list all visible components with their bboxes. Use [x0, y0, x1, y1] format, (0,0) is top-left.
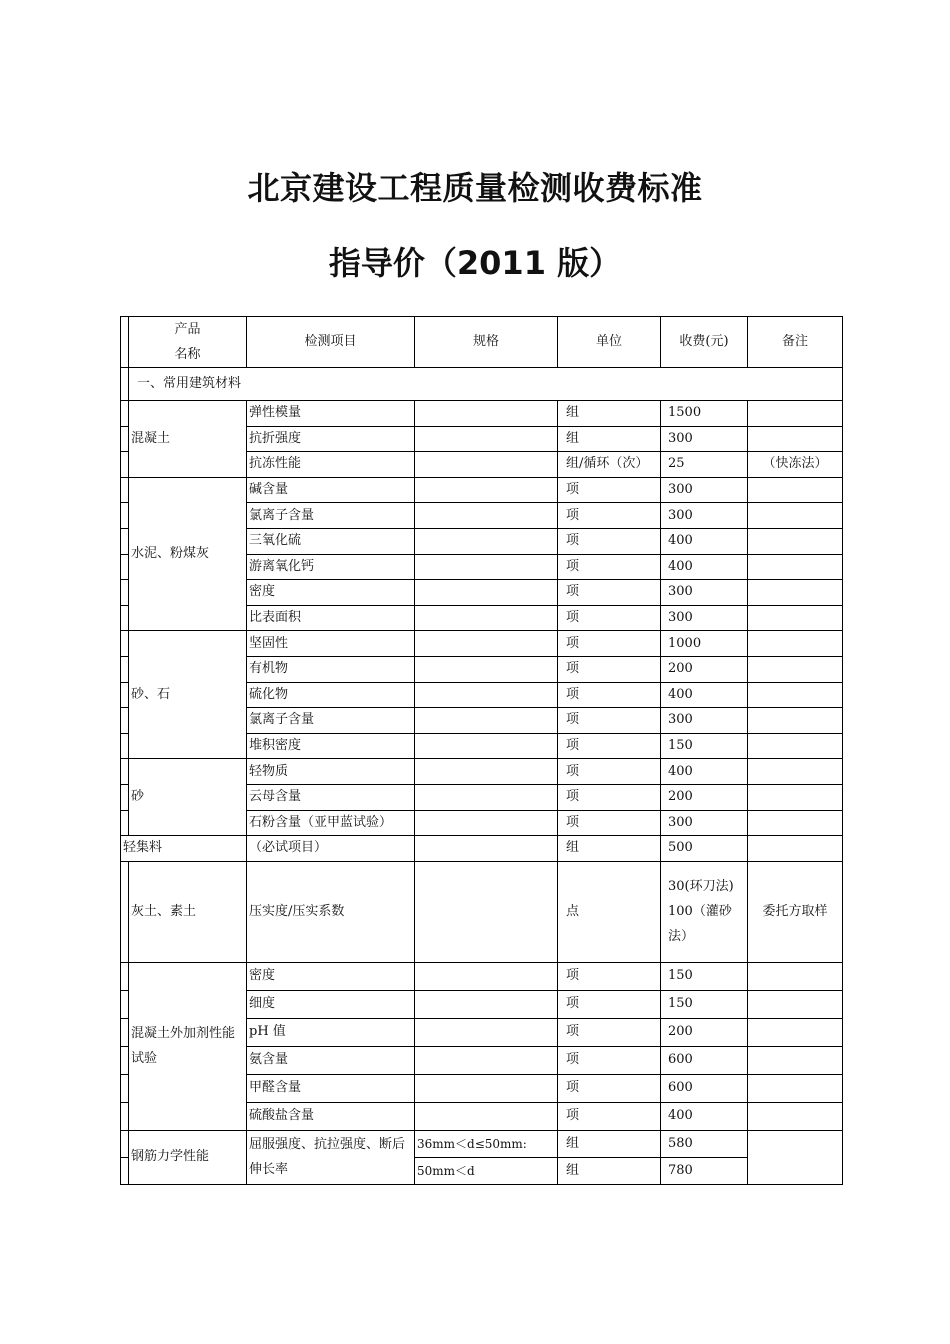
cell-spec — [415, 733, 558, 759]
cell-unit: 项 — [558, 784, 661, 810]
table-edge-strip — [121, 810, 129, 836]
table-row — [121, 401, 843, 427]
cell-note: （快冻法） — [748, 452, 843, 478]
cell-spec — [415, 990, 558, 1018]
col-header-fee: 收费(元) — [661, 317, 748, 368]
cell-item: 碱含量 — [247, 477, 415, 503]
cell-product: 混凝土外加剂性能试验 — [129, 962, 247, 1130]
cell-unit: 组 — [558, 1130, 661, 1157]
table-edge-strip — [121, 1046, 129, 1074]
table-edge-strip — [121, 682, 129, 708]
col-header-product — [129, 317, 247, 368]
cell-item: 氨含量 — [247, 1046, 415, 1074]
cell-spec — [415, 426, 558, 452]
table-edge-strip — [121, 452, 129, 478]
table-edge-strip — [121, 861, 129, 962]
cell-unit: 项 — [558, 1046, 661, 1074]
cell-spec — [415, 401, 558, 427]
cell-fee: 600 — [661, 1046, 748, 1074]
cell-product: 钢筋力学性能 — [129, 1130, 247, 1184]
table-edge-strip — [121, 1157, 129, 1184]
table-edge-strip — [121, 1074, 129, 1102]
table-edge-strip — [121, 656, 129, 682]
cell-fee: 400 — [661, 554, 748, 580]
cell-unit: 项 — [558, 656, 661, 682]
fee-method-sand: 100（灌砂法） — [668, 904, 732, 945]
cell-spec — [415, 605, 558, 631]
cell-fee: 600 — [661, 1074, 748, 1102]
cell-fee: 150 — [661, 733, 748, 759]
table-edge-strip — [121, 554, 129, 580]
cell-note — [748, 1130, 843, 1184]
cell-fee: 200 — [661, 656, 748, 682]
cell-item: 三氧化硫 — [247, 528, 415, 554]
table-edge-strip — [121, 368, 129, 401]
cell-spec — [415, 528, 558, 554]
cell-product: 砂、石 — [129, 631, 247, 759]
cell-product: 轻集料 — [121, 836, 247, 862]
cell-fee: 300 — [661, 426, 748, 452]
cell-note — [748, 401, 843, 427]
cell-spec — [415, 503, 558, 529]
cell-unit: 组 — [558, 426, 661, 452]
cell-spec — [415, 708, 558, 734]
cell-item: 甲醛含量 — [247, 1074, 415, 1102]
cell-unit: 项 — [558, 554, 661, 580]
table-edge-strip — [121, 580, 129, 606]
table-edge-strip — [121, 990, 129, 1018]
cell-fee: 500 — [661, 836, 748, 862]
table-header-row — [121, 317, 843, 368]
cell-unit: 项 — [558, 708, 661, 734]
cell-note — [748, 528, 843, 554]
cell-unit: 项 — [558, 1102, 661, 1130]
col-header-unit: 单位 — [558, 317, 661, 368]
cell-unit: 项 — [558, 759, 661, 785]
cell-unit: 项 — [558, 631, 661, 657]
cell-item: 密度 — [247, 962, 415, 990]
table-edge-strip — [121, 1102, 129, 1130]
cell-item: 有机物 — [247, 656, 415, 682]
cell-fee: 400 — [661, 528, 748, 554]
cell-fee: 300 — [661, 708, 748, 734]
col-header-note: 备注 — [748, 317, 843, 368]
cell-item: 抗冻性能 — [247, 452, 415, 478]
table-edge-strip — [121, 1130, 129, 1157]
cell-item: （必试项目） — [247, 836, 415, 862]
cell-note — [748, 477, 843, 503]
cell-fee: 300 — [661, 580, 748, 606]
table-edge-strip — [121, 317, 129, 368]
cell-spec — [415, 682, 558, 708]
cell-spec — [415, 836, 558, 862]
cell-note — [748, 836, 843, 862]
cell-note — [748, 426, 843, 452]
cell-spec — [415, 452, 558, 478]
cell-fee: 1500 — [661, 401, 748, 427]
cell-note — [748, 990, 843, 1018]
cell-item: 氯离子含量 — [247, 708, 415, 734]
table-row — [121, 962, 843, 990]
cell-fee: 300 — [661, 605, 748, 631]
cell-product: 灰土、素土 — [129, 861, 247, 962]
cell-item: 硫酸盐含量 — [247, 1102, 415, 1130]
cell-item: 坚固性 — [247, 631, 415, 657]
table-edge-strip — [121, 784, 129, 810]
cell-fee: 25 — [661, 452, 748, 478]
document-title: 北京建设工程质量检测收费标准 — [247, 169, 703, 207]
cell-unit: 项 — [558, 580, 661, 606]
section-row — [121, 368, 843, 401]
cell-spec — [415, 962, 558, 990]
cell-spec — [415, 861, 558, 962]
cell-note — [748, 962, 843, 990]
cell-spec — [415, 1102, 558, 1130]
col-header-product-line1: 产品 — [174, 322, 201, 337]
table-row — [121, 861, 843, 962]
cell-spec — [415, 1046, 558, 1074]
cell-note — [748, 1046, 843, 1074]
cell-item: 石粉含量（亚甲蓝试验） — [247, 810, 415, 836]
cell-note — [748, 503, 843, 529]
table-row — [121, 477, 843, 503]
cell-item: 硫化物 — [247, 682, 415, 708]
col-header-product-line2: 名称 — [174, 347, 201, 362]
cell-note — [748, 554, 843, 580]
cell-item: pH 值 — [247, 1018, 415, 1046]
cell-spec — [415, 784, 558, 810]
section-title: 一、常用建筑材料 — [129, 368, 843, 401]
cell-spec — [415, 477, 558, 503]
cell-spec — [415, 1018, 558, 1046]
table-edge-strip — [121, 708, 129, 734]
cell-item: 细度 — [247, 990, 415, 1018]
col-header-item: 检测项目 — [247, 317, 415, 368]
cell-unit: 项 — [558, 605, 661, 631]
table-edge-strip — [121, 1018, 129, 1046]
cell-note — [748, 605, 843, 631]
cell-note — [748, 580, 843, 606]
cell-unit: 项 — [558, 990, 661, 1018]
cell-note — [748, 682, 843, 708]
cell-item: 轻物质 — [247, 759, 415, 785]
cell-note — [748, 1018, 843, 1046]
cell-item: 堆积密度 — [247, 733, 415, 759]
table-edge-strip — [121, 605, 129, 631]
cell-fee: 580 — [661, 1130, 748, 1157]
col-header-spec: 规格 — [415, 317, 558, 368]
cell-unit: 项 — [558, 810, 661, 836]
table-edge-strip — [121, 477, 129, 503]
cell-fee: 300 — [661, 810, 748, 836]
table-row — [121, 631, 843, 657]
cell-spec — [415, 631, 558, 657]
cell-unit: 项 — [558, 503, 661, 529]
cell-spec: 50mm＜d — [415, 1157, 558, 1184]
cell-item: 抗折强度 — [247, 426, 415, 452]
cell-note — [748, 1102, 843, 1130]
cell-note — [748, 784, 843, 810]
table-edge-strip — [121, 631, 129, 657]
cell-unit: 项 — [558, 1018, 661, 1046]
cell-fee: 400 — [661, 1102, 748, 1130]
cell-fee: 300 — [661, 503, 748, 529]
cell-unit: 组/循环（次） — [558, 452, 661, 478]
cell-unit: 项 — [558, 682, 661, 708]
table-edge-strip — [121, 733, 129, 759]
cell-unit: 组 — [558, 1157, 661, 1184]
cell-note — [748, 759, 843, 785]
cell-fee: 400 — [661, 682, 748, 708]
cell-item: 压实度/压实系数 — [247, 861, 415, 962]
cell-fee: 200 — [661, 784, 748, 810]
cell-spec — [415, 810, 558, 836]
document-subtitle: 指导价（2011 版） — [328, 244, 622, 282]
cell-product: 砂 — [129, 759, 247, 836]
cell-unit: 组 — [558, 401, 661, 427]
cell-unit: 项 — [558, 1074, 661, 1102]
fee-table — [120, 316, 843, 1185]
cell-note: 委托方取样 — [748, 861, 843, 962]
table-edge-strip — [121, 426, 129, 452]
cell-unit: 项 — [558, 962, 661, 990]
cell-unit: 项 — [558, 733, 661, 759]
cell-note — [748, 656, 843, 682]
cell-item: 氯离子含量 — [247, 503, 415, 529]
cell-fee: 200 — [661, 1018, 748, 1046]
fee-method-ring: 30(环刀法) — [668, 879, 734, 895]
cell-fee: 150 — [661, 990, 748, 1018]
cell-item: 云母含量 — [247, 784, 415, 810]
cell-fee: 400 — [661, 759, 748, 785]
cell-spec — [415, 1074, 558, 1102]
cell-note — [748, 810, 843, 836]
cell-note — [748, 631, 843, 657]
cell-fee: 1000 — [661, 631, 748, 657]
cell-unit: 点 — [558, 861, 661, 962]
cell-unit: 组 — [558, 836, 661, 862]
cell-spec — [415, 554, 558, 580]
cell-spec — [415, 580, 558, 606]
cell-product: 水泥、粉煤灰 — [129, 477, 247, 631]
cell-unit: 项 — [558, 528, 661, 554]
cell-fee — [661, 861, 748, 962]
cell-spec — [415, 656, 558, 682]
table-row — [121, 759, 843, 785]
table-edge-strip — [121, 759, 129, 785]
table-row — [121, 1130, 843, 1157]
cell-item: 密度 — [247, 580, 415, 606]
cell-item: 比表面积 — [247, 605, 415, 631]
cell-unit: 项 — [558, 477, 661, 503]
cell-note — [748, 733, 843, 759]
cell-item: 弹性模量 — [247, 401, 415, 427]
table-row — [121, 836, 843, 862]
cell-product: 混凝土 — [129, 401, 247, 478]
cell-spec — [415, 759, 558, 785]
table-edge-strip — [121, 528, 129, 554]
cell-item: 屈服强度、抗拉强度、断后伸长率 — [247, 1130, 415, 1184]
table-edge-strip — [121, 401, 129, 427]
cell-fee: 300 — [661, 477, 748, 503]
cell-note — [748, 708, 843, 734]
cell-spec: 36mm＜d≤50mm: — [415, 1130, 558, 1157]
cell-item: 游离氧化钙 — [247, 554, 415, 580]
table-edge-strip — [121, 503, 129, 529]
cell-fee: 780 — [661, 1157, 748, 1184]
cell-fee: 150 — [661, 962, 748, 990]
cell-note — [748, 1074, 843, 1102]
table-edge-strip — [121, 962, 129, 990]
